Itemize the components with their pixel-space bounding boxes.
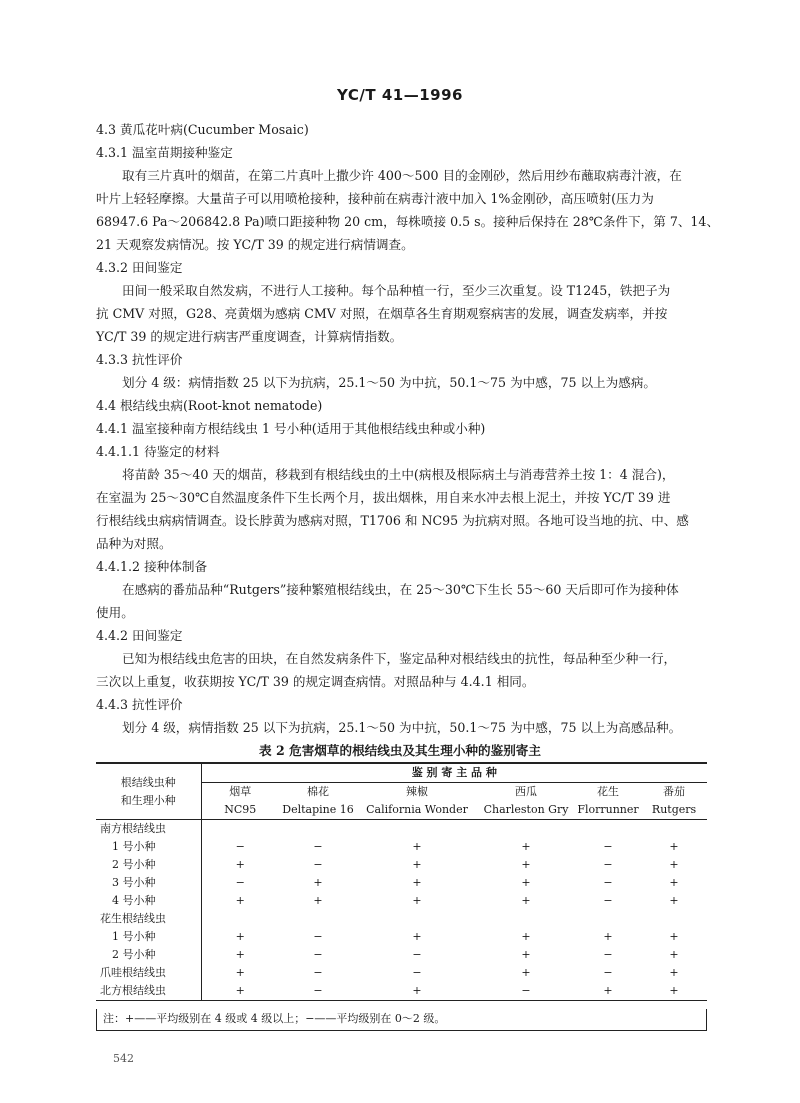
- paragraph-line: 叶片上轻轻摩擦。大量苗子可以用喷枪接种，接种前在病毒汁液中加入 1%金刚砂，高压喷射(压力为: [96, 191, 654, 206]
- host-en: Deltapine 16: [282, 803, 354, 816]
- subsection-heading: 4.3.1 温室苗期接种鉴定: [96, 145, 233, 160]
- section-heading: 4.4 根结线虫病(Root-knot nematode): [96, 398, 323, 413]
- reaction-cell: −: [313, 966, 323, 979]
- table-row: [96, 892, 707, 910]
- reaction-cell: +: [313, 894, 323, 907]
- reaction-cell: [575, 910, 641, 928]
- reaction-cell: −: [521, 984, 531, 997]
- reaction-cell: −: [313, 948, 323, 961]
- paragraph-line: 68947.6 Pa～206842.8 Pa)喷口距接种物 20 cm，每株喷接 0.5 s。接种后保持在 28℃条件下，第 7、14、: [96, 214, 720, 229]
- reaction-cell: +: [669, 930, 679, 943]
- reaction-cell: −: [603, 948, 613, 961]
- table-row: [96, 964, 707, 982]
- table-row: [96, 838, 707, 856]
- reaction-cell: [279, 820, 357, 839]
- host-en: Charleston Gry: [483, 803, 569, 816]
- reaction-cell: +: [313, 876, 323, 889]
- reaction-cell: +: [235, 984, 245, 997]
- paragraph-line: 划分 4 级：病情指数 25 以下为抗病，25.1～50 为中抗，50.1～75 为中感，75 以上为感病。: [122, 375, 657, 390]
- paragraph-line: 田间一般采取自然发病，不进行人工接种。每个品种植一行，至少三次重复。设 T1245，铁把子为: [122, 283, 671, 298]
- reaction-cell: −: [603, 858, 613, 871]
- reaction-cell: −: [313, 840, 323, 853]
- group-header: 鉴 别 寄 主 品 种: [201, 763, 707, 783]
- reaction-cell: [641, 910, 707, 928]
- reaction-cell: −: [313, 984, 323, 997]
- reaction-cell: +: [603, 930, 613, 943]
- reaction-cell: +: [521, 894, 531, 907]
- reaction-cell: +: [669, 966, 679, 979]
- row-label: 爪哇根结线虫: [96, 964, 201, 982]
- reaction-cell: +: [412, 858, 422, 871]
- reaction-cell: [477, 910, 575, 928]
- reaction-cell: [201, 910, 279, 928]
- row-label: 2 号小种: [96, 946, 201, 964]
- paragraph-line: 在室温为 25～30℃自然温度条件下生长两个月，拔出烟株，用自来水冲去根上泥土，并按 YC/T 39 进: [96, 490, 671, 505]
- paragraph-line: 划分 4 级，病情指数 25 以下为抗病，25.1～50 为中抗，50.1～75 为中感，75 以上为高感品种。: [122, 720, 682, 735]
- host-en: California Wonder: [366, 803, 468, 816]
- reaction-cell: −: [603, 840, 613, 853]
- host-en: NC95: [224, 803, 257, 816]
- subsection-heading: 4.4.1.1 待鉴定的材料: [96, 444, 220, 459]
- host-en: Florrunner: [577, 803, 639, 816]
- paragraph-line: 抗 CMV 对照，G28、亮黄烟为感病 CMV 对照，在烟草各生育期观察病害的发展，调查发病率，并按: [96, 306, 668, 321]
- reaction-cell: +: [235, 948, 245, 961]
- reaction-cell: −: [313, 930, 323, 943]
- reaction-cell: +: [669, 840, 679, 853]
- reaction-cell: +: [235, 894, 245, 907]
- subsection-heading: 4.4.1 温室接种南方根结线虫 1 号小种(适用于其他根结线虫种或小种): [96, 421, 486, 436]
- row-label: 3 号小种: [96, 874, 201, 892]
- reaction-cell: [279, 910, 357, 928]
- host-cn: 西瓜: [515, 785, 537, 798]
- paragraph-line: 使用。: [96, 605, 134, 620]
- reaction-cell: +: [521, 840, 531, 853]
- reaction-cell: +: [521, 948, 531, 961]
- table-row: [96, 982, 707, 1001]
- table-row: [96, 928, 707, 946]
- reaction-cell: +: [412, 930, 422, 943]
- row-label: 1 号小种: [96, 838, 201, 856]
- reaction-cell: +: [669, 858, 679, 871]
- reaction-cell: [575, 820, 641, 839]
- host-cn: 棉花: [307, 785, 329, 798]
- reaction-cell: [477, 820, 575, 839]
- table-row: [96, 856, 707, 874]
- row-label: 1 号小种: [96, 928, 201, 946]
- table-row: [96, 946, 707, 964]
- paragraph-line: YC/T 39 的规定进行病害严重度调查，计算病情指数。: [96, 329, 403, 344]
- table-row: [96, 820, 707, 839]
- table-row: [96, 910, 707, 928]
- reaction-cell: −: [603, 966, 613, 979]
- reaction-cell: +: [669, 948, 679, 961]
- reaction-cell: −: [412, 966, 422, 979]
- standard-header: YC/T 41—1996: [337, 86, 463, 104]
- row-label: 南方根结线虫: [96, 820, 201, 839]
- host-table: [96, 762, 707, 1001]
- reaction-cell: +: [669, 894, 679, 907]
- reaction-cell: [357, 910, 477, 928]
- paragraph-line: 取有三片真叶的烟苗，在第二片真叶上撒少许 400～500 目的金刚砂，然后用纱布蘸取病毒汁液，在: [122, 168, 682, 183]
- reaction-cell: [201, 820, 279, 839]
- reaction-cell: [641, 820, 707, 839]
- paragraph-line: 品种为对照。: [96, 536, 172, 551]
- reaction-cell: −: [412, 948, 422, 961]
- host-cn: 花生: [597, 785, 619, 798]
- reaction-cell: +: [235, 930, 245, 943]
- host-en: Rutgers: [651, 803, 697, 816]
- reaction-cell: −: [235, 840, 245, 853]
- host-cn: 番茄: [663, 785, 686, 798]
- row-label: 4 号小种: [96, 892, 201, 910]
- section-heading: 4.3 黄瓜花叶病(Cucumber Mosaic): [96, 122, 309, 137]
- row-label: 北方根结线虫: [96, 982, 201, 1001]
- subsection-heading: 4.4.2 田间鉴定: [96, 628, 183, 643]
- reaction-cell: +: [669, 876, 679, 889]
- reaction-cell: +: [235, 966, 245, 979]
- corner-label: 和生理小种: [120, 793, 176, 807]
- reaction-cell: +: [412, 984, 422, 997]
- table-row: [96, 874, 707, 892]
- reaction-cell: +: [235, 858, 245, 871]
- row-label: 2 号小种: [96, 856, 201, 874]
- reaction-cell: +: [521, 876, 531, 889]
- subsection-heading: 4.4.1.2 接种体制备: [96, 559, 208, 574]
- paragraph-line: 21 天观察发病情况。按 YC/T 39 的规定进行病情调查。: [96, 237, 414, 252]
- paragraph-line: 在感病的番茄品种“Rutgers”接种繁殖根结线虫，在 25～30℃下生长 55～60 天后即可作为接种体: [122, 582, 679, 597]
- page-number: 542: [113, 1052, 134, 1065]
- reaction-cell: +: [521, 966, 531, 979]
- paragraph-line: 三次以上重复，收获期按 YC/T 39 的规定调查病情。对照品种与 4.4.1 相同。: [96, 674, 535, 689]
- row-label: 花生根结线虫: [96, 910, 201, 928]
- reaction-cell: +: [521, 858, 531, 871]
- corner-cell: [96, 763, 201, 820]
- reaction-cell: +: [412, 876, 422, 889]
- reaction-cell: +: [412, 840, 422, 853]
- reaction-cell: [357, 820, 477, 839]
- host-cn: 烟草: [229, 785, 252, 798]
- reaction-cell: −: [603, 876, 613, 889]
- paragraph-line: 行根结线虫病病情调查。设长脖黄为感病对照，T1706 和 NC95 为抗病对照。各地可设当地的抗、中、感: [96, 513, 689, 528]
- reaction-cell: +: [669, 984, 679, 997]
- paragraph-line: 已知为根结线虫危害的田块，在自然发病条件下，鉴定品种对根结线虫的抗性，每品种至少种一行，: [122, 651, 677, 666]
- table-caption: 表 2 危害烟草的根结线虫及其生理小种的鉴别寄主: [258, 743, 541, 758]
- subsection-heading: 4.3.2 田间鉴定: [96, 260, 183, 275]
- reaction-cell: −: [603, 894, 613, 907]
- reaction-cell: +: [603, 984, 613, 997]
- subsection-heading: 4.3.3 抗性评价: [96, 352, 183, 367]
- reaction-cell: −: [235, 876, 245, 889]
- paragraph-line: 将苗龄 35～40 天的烟苗，移栽到有根结线虫的土中(病根及根际病土与消毒营养土按 1：4 混合)，: [122, 467, 675, 482]
- reaction-cell: −: [313, 858, 323, 871]
- reaction-cell: +: [521, 930, 531, 943]
- corner-label: 根结线虫种: [120, 775, 176, 789]
- reaction-cell: +: [412, 894, 422, 907]
- subsection-heading: 4.4.3 抗性评价: [96, 697, 183, 712]
- table-note: 注：+——平均级别在 4 级或 4 级以上；−——平均级别在 0～2 级。: [96, 1009, 707, 1031]
- host-cn: 辣椒: [406, 785, 428, 798]
